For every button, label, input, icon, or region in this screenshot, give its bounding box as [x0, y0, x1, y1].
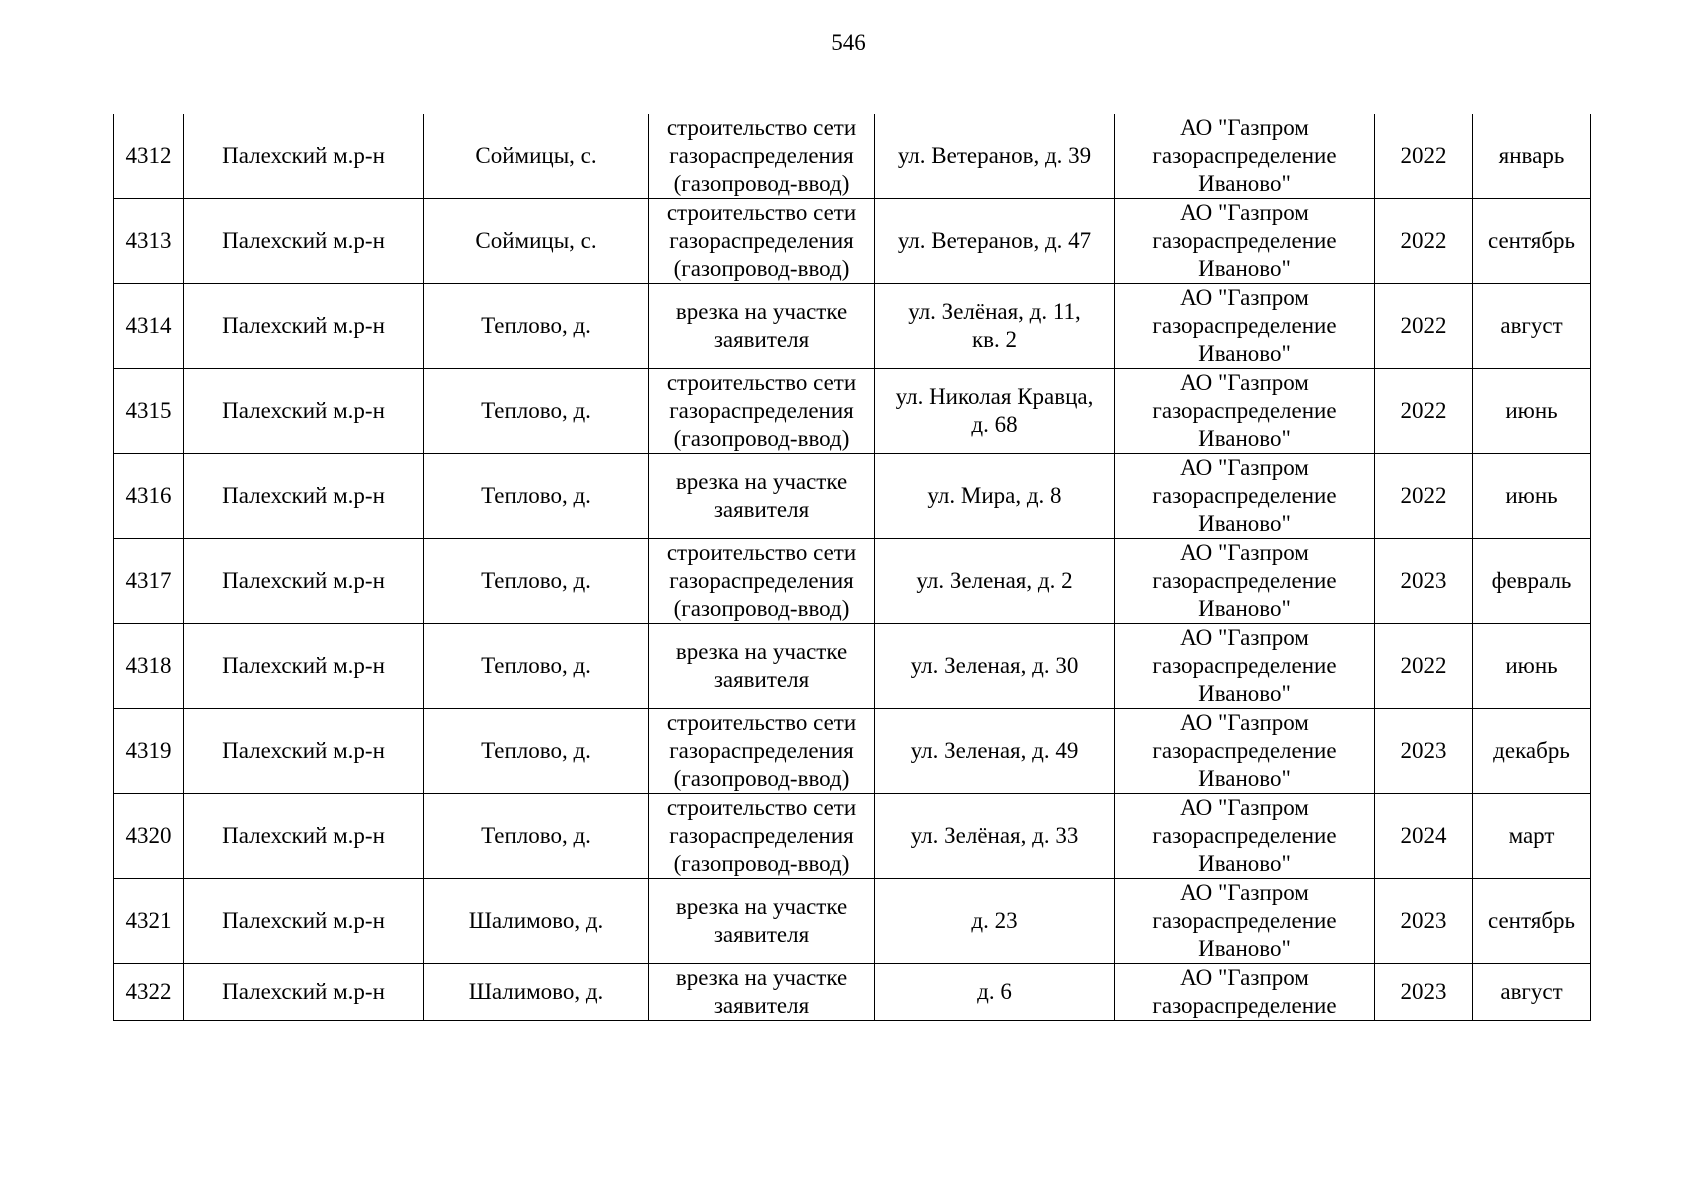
data-table — [113, 114, 1591, 1021]
cell-address: ул. Зеленая, д. 30 — [875, 624, 1115, 709]
cell-address: ул. Зелёная, д. 33 — [875, 794, 1115, 879]
cell-month: январь — [1473, 114, 1591, 199]
cell-locality: Теплово, д. — [424, 709, 649, 794]
cell-district: Палехский м.р-н — [184, 284, 424, 369]
cell-year: 2022 — [1375, 199, 1473, 284]
cell-year: 2022 — [1375, 114, 1473, 199]
cell-district: Палехский м.р-н — [184, 114, 424, 199]
cell-address: ул. Зеленая, д. 2 — [875, 539, 1115, 624]
cell-address: ул. Зелёная, д. 11, кв. 2 — [875, 284, 1115, 369]
cell-work-type: строительство сети газораспределения (газопровод-ввод) — [649, 199, 875, 284]
cell-month: июнь — [1473, 624, 1591, 709]
cell-month: август — [1473, 284, 1591, 369]
cell-year: 2023 — [1375, 709, 1473, 794]
cell-number: 4319 — [114, 709, 184, 794]
cell-number: 4314 — [114, 284, 184, 369]
cell-organization: АО "Газпром газораспределение — [1115, 964, 1375, 1021]
cell-district: Палехский м.р-н — [184, 709, 424, 794]
cell-locality: Шалимово, д. — [424, 879, 649, 964]
cell-locality: Соймицы, с. — [424, 114, 649, 199]
cell-organization: АО "Газпром газораспределение Иваново" — [1115, 624, 1375, 709]
table-row — [114, 454, 1591, 539]
cell-locality: Шалимово, д. — [424, 964, 649, 1021]
cell-year: 2023 — [1375, 879, 1473, 964]
cell-district: Палехский м.р-н — [184, 624, 424, 709]
cell-work-type: строительство сети газораспределения (газопровод-ввод) — [649, 114, 875, 199]
cell-address: д. 6 — [875, 964, 1115, 1021]
cell-work-type: строительство сети газораспределения (газопровод-ввод) — [649, 709, 875, 794]
cell-locality: Соймицы, с. — [424, 199, 649, 284]
page-number: 546 — [831, 30, 866, 55]
cell-address: ул. Николая Кравца, д. 68 — [875, 369, 1115, 454]
cell-work-type: строительство сети газораспределения (газопровод-ввод) — [649, 539, 875, 624]
cell-month: август — [1473, 964, 1591, 1021]
cell-locality: Теплово, д. — [424, 539, 649, 624]
cell-number: 4312 — [114, 114, 184, 199]
cell-organization: АО "Газпром газораспределение Иваново" — [1115, 199, 1375, 284]
table-row — [114, 114, 1591, 199]
cell-number: 4316 — [114, 454, 184, 539]
cell-work-type: врезка на участке заявителя — [649, 624, 875, 709]
table-row — [114, 709, 1591, 794]
cell-work-type: врезка на участке заявителя — [649, 964, 875, 1021]
cell-work-type: врезка на участке заявителя — [649, 454, 875, 539]
cell-year: 2022 — [1375, 284, 1473, 369]
cell-year: 2022 — [1375, 454, 1473, 539]
cell-month: июнь — [1473, 369, 1591, 454]
cell-address: ул. Мира, д. 8 — [875, 454, 1115, 539]
cell-district: Палехский м.р-н — [184, 794, 424, 879]
cell-address: ул. Ветеранов, д. 47 — [875, 199, 1115, 284]
table-row — [114, 964, 1591, 1021]
cell-organization: АО "Газпром газораспределение Иваново" — [1115, 709, 1375, 794]
cell-number: 4321 — [114, 879, 184, 964]
cell-address: ул. Зеленая, д. 49 — [875, 709, 1115, 794]
cell-district: Палехский м.р-н — [184, 539, 424, 624]
table-row — [114, 624, 1591, 709]
cell-month: сентябрь — [1473, 199, 1591, 284]
cell-locality: Теплово, д. — [424, 284, 649, 369]
cell-district: Палехский м.р-н — [184, 199, 424, 284]
cell-locality: Теплово, д. — [424, 794, 649, 879]
cell-month: сентябрь — [1473, 879, 1591, 964]
cell-locality: Теплово, д. — [424, 369, 649, 454]
cell-district: Палехский м.р-н — [184, 369, 424, 454]
cell-organization: АО "Газпром газораспределение Иваново" — [1115, 369, 1375, 454]
cell-district: Палехский м.р-н — [184, 454, 424, 539]
cell-year: 2023 — [1375, 539, 1473, 624]
cell-number: 4315 — [114, 369, 184, 454]
table-row — [114, 284, 1591, 369]
cell-month: июнь — [1473, 454, 1591, 539]
table-row — [114, 369, 1591, 454]
cell-work-type: врезка на участке заявителя — [649, 284, 875, 369]
cell-work-type: строительство сети газораспределения (газопровод-ввод) — [649, 369, 875, 454]
cell-year: 2022 — [1375, 369, 1473, 454]
cell-organization: АО "Газпром газораспределение Иваново" — [1115, 284, 1375, 369]
cell-work-type: врезка на участке заявителя — [649, 879, 875, 964]
cell-month: февраль — [1473, 539, 1591, 624]
cell-locality: Теплово, д. — [424, 454, 649, 539]
cell-district: Палехский м.р-н — [184, 879, 424, 964]
cell-month: март — [1473, 794, 1591, 879]
table-row — [114, 199, 1591, 284]
cell-number: 4313 — [114, 199, 184, 284]
table-row — [114, 794, 1591, 879]
cell-organization: АО "Газпром газораспределение Иваново" — [1115, 879, 1375, 964]
cell-organization: АО "Газпром газораспределение Иваново" — [1115, 114, 1375, 199]
cell-organization: АО "Газпром газораспределение Иваново" — [1115, 794, 1375, 879]
cell-number: 4317 — [114, 539, 184, 624]
table-row — [114, 539, 1591, 624]
cell-year: 2024 — [1375, 794, 1473, 879]
cell-month: декабрь — [1473, 709, 1591, 794]
cell-year: 2023 — [1375, 964, 1473, 1021]
cell-number: 4322 — [114, 964, 184, 1021]
cell-organization: АО "Газпром газораспределение Иваново" — [1115, 454, 1375, 539]
cell-locality: Теплово, д. — [424, 624, 649, 709]
cell-address: ул. Ветеранов, д. 39 — [875, 114, 1115, 199]
cell-year: 2022 — [1375, 624, 1473, 709]
cell-district: Палехский м.р-н — [184, 964, 424, 1021]
cell-number: 4318 — [114, 624, 184, 709]
cell-work-type: строительство сети газораспределения (газопровод-ввод) — [649, 794, 875, 879]
cell-address: д. 23 — [875, 879, 1115, 964]
table-row — [114, 879, 1591, 964]
cell-number: 4320 — [114, 794, 184, 879]
cell-organization: АО "Газпром газораспределение Иваново" — [1115, 539, 1375, 624]
